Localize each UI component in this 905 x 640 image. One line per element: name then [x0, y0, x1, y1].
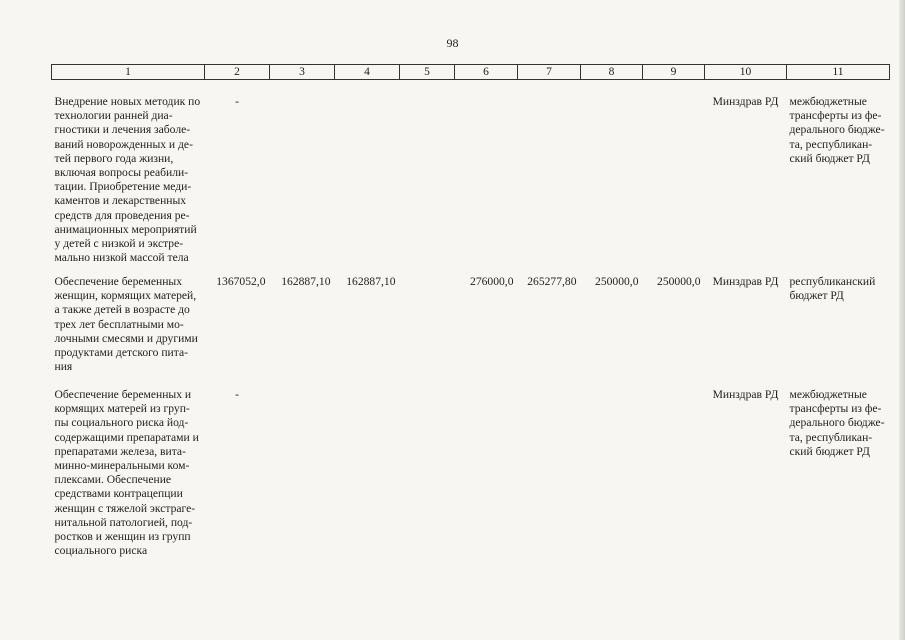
- amount-col-6: 276000,0: [470, 275, 514, 288]
- column-header-5: 5: [400, 65, 455, 80]
- amount-col-4: [335, 388, 400, 558]
- executor: Минздрав РД: [712, 388, 779, 401]
- amount-total: 1367052,0: [216, 275, 266, 288]
- amount-col-6: [455, 388, 518, 558]
- amount-col-7: [518, 388, 581, 558]
- header-row: [52, 65, 890, 80]
- column-header-3: 3: [270, 65, 335, 80]
- amount-col-3: 162887,10: [281, 275, 331, 288]
- measure-description: Обеспечение беременных женщин, кормящих матерей, а также детей в возрасте до трех лет бесплатными мо-лочными смесями и другими продуктами детского пита-ния: [54, 275, 198, 374]
- amount-col-8: [581, 388, 643, 558]
- column-header-4: 4: [335, 65, 400, 80]
- amount-col-6: [455, 80, 518, 276]
- amount-col-9: [643, 80, 705, 276]
- funding-source: республиканский бюджет РД: [789, 275, 876, 303]
- column-header-9: 9: [643, 65, 705, 80]
- executor: Минздрав РД: [712, 275, 779, 288]
- scan-edge-shadow: [899, 0, 905, 640]
- column-header-7: 7: [518, 65, 581, 80]
- amount-col-3: [270, 388, 335, 558]
- amount-col-5: [400, 275, 455, 388]
- amount-col-8: [581, 80, 643, 276]
- amount-col-3: [270, 80, 335, 276]
- funding-source: межбюджетные трансферты из фе-дерального бюдже-та, республикан-ский бюджет РД: [789, 388, 885, 458]
- amount-col-5: [400, 388, 455, 558]
- page-number: 98: [446, 36, 459, 50]
- amount-total: -: [235, 95, 239, 108]
- amount-col-5: [400, 80, 455, 276]
- amount-total: -: [235, 388, 239, 401]
- table-row: [52, 275, 890, 388]
- amount-col-8: 250000,0: [595, 275, 639, 288]
- program-table: [51, 64, 890, 558]
- column-header-8: 8: [581, 65, 643, 80]
- amount-col-7: [518, 80, 581, 276]
- column-header-11: 11: [787, 65, 890, 80]
- column-header-6: 6: [455, 65, 518, 80]
- table-header: [52, 65, 890, 80]
- amount-col-4: [335, 80, 400, 276]
- table-row: [52, 80, 890, 276]
- column-header-1: 1: [52, 65, 205, 80]
- amount-col-9: 250000,0: [657, 275, 701, 288]
- measure-description: Внедрение новых методик по технологии ранней диа-гностики и лечения заболе-ваний новорожденных и де-тей первого года жизни, включая вопросы реабили-тации. Приобретение меди-каментов и лекарственных средств для проведения ре-анимационных мероприятий у детей с низкой и экстре-мально низкой массой тела: [54, 95, 201, 265]
- amount-col-7: 265277,80: [527, 275, 577, 288]
- column-header-2: 2: [205, 65, 270, 80]
- measure-description: Обеспечение беременных и кормящих матерей из груп-пы социального риска йод-содержащими препаратами и препаратами железа, вита-минно-минеральными ком-плексами. Обеспечение средствами контрацепции женщин с тяжелой экстраге-нитальной патологией, под-ростков и женщин из групп социального риска: [54, 388, 199, 558]
- executor: Минздрав РД: [712, 95, 779, 108]
- table-row: [52, 388, 890, 558]
- column-header-10: 10: [705, 65, 787, 80]
- amount-col-9: [643, 388, 705, 558]
- funding-source: межбюджетные трансферты из фе-дерального бюдже-та, республикан-ский бюджет РД: [789, 95, 885, 165]
- amount-col-4: 162887,10: [346, 275, 396, 288]
